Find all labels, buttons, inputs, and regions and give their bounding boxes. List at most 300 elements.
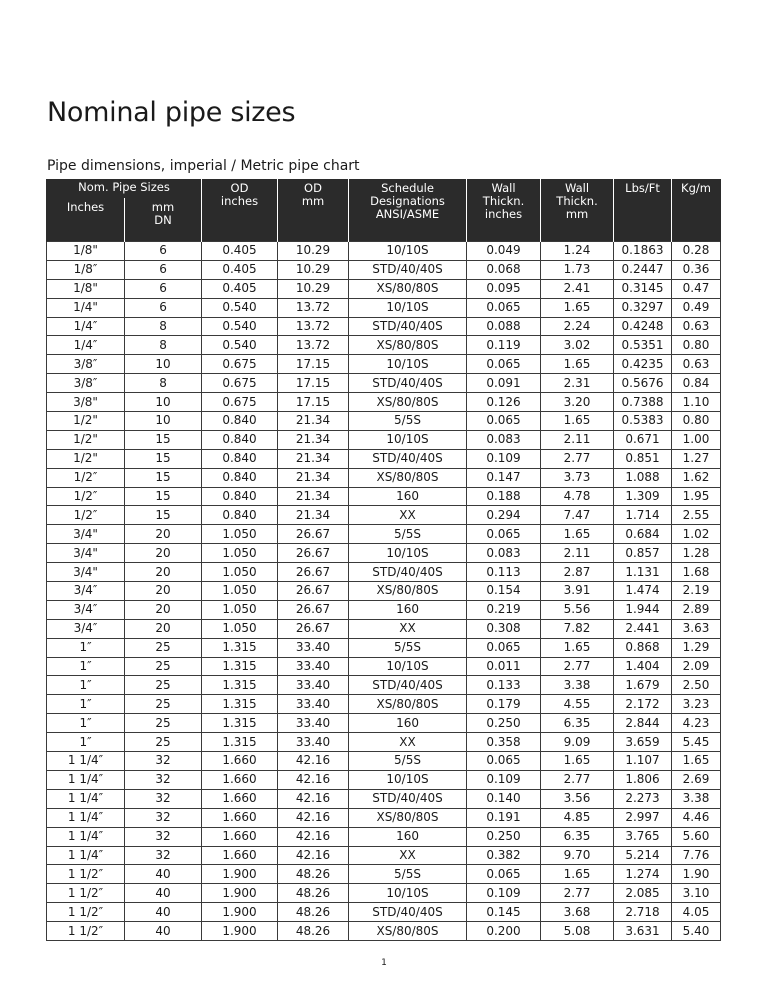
cell-dn-mm: 10 [125,412,202,431]
cell-od-mm: 21.34 [278,487,349,506]
cell-wall-inches: 0.011 [467,657,541,676]
table-row [47,600,721,619]
header-lbs-ft: Lbs/Ft [614,179,672,242]
cell-dn-mm: 32 [125,752,202,771]
cell-od-inches: 0.540 [202,336,278,355]
cell-schedule: STD/40/40S [349,260,467,279]
table-row [47,582,721,601]
cell-nps-inches: 1/2" [47,449,125,468]
cell-dn-mm: 8 [125,336,202,355]
table-row [47,279,721,298]
cell-kg-m: 1.00 [672,430,721,449]
table-row [47,619,721,638]
cell-wall-inches: 0.250 [467,827,541,846]
cell-wall-inches: 0.109 [467,884,541,903]
cell-od-mm: 42.16 [278,752,349,771]
cell-nps-inches: 1″ [47,733,125,752]
cell-schedule: STD/40/40S [349,903,467,922]
cell-dn-mm: 25 [125,676,202,695]
cell-od-inches: 0.405 [202,260,278,279]
cell-wall-mm: 4.85 [541,808,614,827]
cell-od-inches: 1.050 [202,600,278,619]
header-schedule: Schedule Designations ANSI/ASME [349,179,467,242]
cell-dn-mm: 6 [125,279,202,298]
cell-od-inches: 1.660 [202,808,278,827]
cell-od-inches: 1.660 [202,827,278,846]
cell-dn-mm: 15 [125,506,202,525]
cell-schedule: STD/40/40S [349,449,467,468]
cell-dn-mm: 15 [125,487,202,506]
cell-nps-inches: 1 1/2″ [47,865,125,884]
cell-wall-inches: 0.065 [467,865,541,884]
cell-kg-m: 1.02 [672,525,721,544]
cell-dn-mm: 6 [125,298,202,317]
cell-nps-inches: 1 1/4″ [47,770,125,789]
cell-wall-inches: 0.049 [467,242,541,261]
cell-nps-inches: 1/2″ [47,468,125,487]
cell-dn-mm: 20 [125,619,202,638]
cell-od-inches: 0.840 [202,430,278,449]
cell-schedule: XX [349,846,467,865]
cell-od-inches: 1.315 [202,638,278,657]
cell-od-mm: 33.40 [278,638,349,657]
table-row [47,412,721,431]
table-row [47,808,721,827]
cell-wall-inches: 0.191 [467,808,541,827]
cell-lbs-ft: 1.806 [614,770,672,789]
cell-kg-m: 0.49 [672,298,721,317]
cell-dn-mm: 32 [125,789,202,808]
cell-schedule: 5/5S [349,865,467,884]
cell-od-mm: 17.15 [278,393,349,412]
cell-nps-inches: 3/4″ [47,619,125,638]
cell-od-mm: 10.29 [278,260,349,279]
cell-wall-inches: 0.133 [467,676,541,695]
cell-schedule: XS/80/80S [349,393,467,412]
cell-wall-mm: 1.65 [541,298,614,317]
cell-kg-m: 2.89 [672,600,721,619]
cell-wall-inches: 0.358 [467,733,541,752]
cell-wall-mm: 1.65 [541,412,614,431]
table-row [47,544,721,563]
cell-dn-mm: 20 [125,525,202,544]
cell-wall-mm: 4.78 [541,487,614,506]
cell-schedule: XS/80/80S [349,582,467,601]
cell-wall-inches: 0.126 [467,393,541,412]
cell-wall-mm: 2.31 [541,374,614,393]
cell-od-mm: 10.29 [278,242,349,261]
cell-schedule: 5/5S [349,638,467,657]
cell-dn-mm: 6 [125,242,202,261]
cell-nps-inches: 1/2″ [47,506,125,525]
cell-od-inches: 1.660 [202,789,278,808]
cell-nps-inches: 3/4″ [47,582,125,601]
cell-od-mm: 26.67 [278,544,349,563]
cell-od-mm: 48.26 [278,884,349,903]
cell-wall-inches: 0.140 [467,789,541,808]
cell-wall-mm: 9.09 [541,733,614,752]
cell-schedule: 10/10S [349,657,467,676]
cell-lbs-ft: 0.3297 [614,298,672,317]
cell-wall-inches: 0.065 [467,298,541,317]
cell-schedule: 5/5S [349,412,467,431]
cell-wall-mm: 1.24 [541,242,614,261]
cell-dn-mm: 6 [125,260,202,279]
cell-wall-mm: 5.08 [541,922,614,941]
table-row [47,752,721,771]
cell-schedule: XS/80/80S [349,279,467,298]
cell-lbs-ft: 1.404 [614,657,672,676]
cell-schedule: XS/80/80S [349,695,467,714]
cell-dn-mm: 20 [125,544,202,563]
table-row [47,393,721,412]
cell-wall-inches: 0.250 [467,714,541,733]
cell-od-inches: 0.405 [202,279,278,298]
cell-schedule: 10/10S [349,884,467,903]
header-kg-m: Kg/m [672,179,721,242]
cell-schedule: 160 [349,487,467,506]
cell-od-mm: 26.67 [278,619,349,638]
cell-wall-mm: 2.77 [541,770,614,789]
header-nom-pipe-sizes: Nom. Pipe Sizes [47,179,202,198]
cell-dn-mm: 10 [125,355,202,374]
cell-od-inches: 0.675 [202,374,278,393]
cell-schedule: XX [349,506,467,525]
cell-od-inches: 1.660 [202,770,278,789]
cell-nps-inches: 1/8″ [47,260,125,279]
table-row [47,374,721,393]
cell-nps-inches: 3/8" [47,393,125,412]
cell-lbs-ft: 0.7388 [614,393,672,412]
cell-nps-inches: 3/4" [47,563,125,582]
cell-wall-mm: 9.70 [541,846,614,865]
cell-dn-mm: 40 [125,922,202,941]
cell-schedule: XS/80/80S [349,808,467,827]
cell-nps-inches: 1/4″ [47,336,125,355]
cell-dn-mm: 25 [125,695,202,714]
cell-wall-mm: 2.11 [541,544,614,563]
cell-wall-inches: 0.083 [467,430,541,449]
cell-dn-mm: 32 [125,770,202,789]
cell-od-mm: 48.26 [278,922,349,941]
cell-dn-mm: 20 [125,582,202,601]
cell-kg-m: 2.55 [672,506,721,525]
cell-kg-m: 3.38 [672,789,721,808]
cell-nps-inches: 1/2" [47,412,125,431]
cell-wall-mm: 3.91 [541,582,614,601]
cell-wall-mm: 1.65 [541,865,614,884]
cell-lbs-ft: 0.851 [614,449,672,468]
cell-od-inches: 1.050 [202,619,278,638]
cell-lbs-ft: 0.4235 [614,355,672,374]
table-header [47,179,721,242]
table-row [47,355,721,374]
cell-od-inches: 1.050 [202,525,278,544]
cell-nps-inches: 1″ [47,676,125,695]
cell-schedule: 5/5S [349,525,467,544]
cell-od-inches: 1.900 [202,884,278,903]
cell-kg-m: 2.50 [672,676,721,695]
table-row [47,430,721,449]
cell-kg-m: 3.10 [672,884,721,903]
cell-wall-inches: 0.065 [467,412,541,431]
page-title: Nominal pipe sizes [47,97,296,128]
cell-schedule: STD/40/40S [349,317,467,336]
table-row [47,846,721,865]
cell-od-inches: 1.660 [202,846,278,865]
cell-dn-mm: 40 [125,903,202,922]
cell-schedule: XS/80/80S [349,922,467,941]
cell-schedule: 10/10S [349,242,467,261]
cell-kg-m: 1.68 [672,563,721,582]
cell-dn-mm: 40 [125,865,202,884]
cell-wall-mm: 1.65 [541,752,614,771]
table-row [47,827,721,846]
cell-od-mm: 21.34 [278,506,349,525]
cell-lbs-ft: 0.671 [614,430,672,449]
cell-lbs-ft: 3.659 [614,733,672,752]
cell-schedule: XS/80/80S [349,468,467,487]
cell-nps-inches: 1″ [47,657,125,676]
cell-od-inches: 1.315 [202,695,278,714]
table-row [47,884,721,903]
header-od-mm: OD mm [278,179,349,242]
cell-od-inches: 1.900 [202,865,278,884]
cell-od-mm: 42.16 [278,846,349,865]
cell-dn-mm: 32 [125,846,202,865]
cell-wall-inches: 0.065 [467,355,541,374]
table-row [47,922,721,941]
cell-kg-m: 3.23 [672,695,721,714]
cell-kg-m: 0.63 [672,355,721,374]
cell-od-mm: 13.72 [278,298,349,317]
cell-wall-inches: 0.179 [467,695,541,714]
table-row [47,770,721,789]
cell-od-mm: 26.67 [278,525,349,544]
cell-wall-inches: 0.065 [467,525,541,544]
table-caption: Pipe dimensions, imperial / Metric pipe chart [47,158,360,174]
cell-nps-inches: 3/8″ [47,355,125,374]
cell-od-inches: 0.840 [202,449,278,468]
cell-od-inches: 1.315 [202,714,278,733]
cell-lbs-ft: 0.5676 [614,374,672,393]
cell-kg-m: 1.29 [672,638,721,657]
cell-dn-mm: 15 [125,468,202,487]
cell-od-inches: 1.050 [202,582,278,601]
cell-kg-m: 2.19 [672,582,721,601]
cell-wall-mm: 2.41 [541,279,614,298]
cell-wall-inches: 0.068 [467,260,541,279]
cell-wall-mm: 3.56 [541,789,614,808]
cell-schedule: 10/10S [349,544,467,563]
cell-lbs-ft: 0.5351 [614,336,672,355]
cell-nps-inches: 3/4″ [47,600,125,619]
cell-lbs-ft: 1.474 [614,582,672,601]
cell-schedule: XX [349,733,467,752]
cell-kg-m: 0.47 [672,279,721,298]
cell-od-inches: 0.840 [202,468,278,487]
cell-lbs-ft: 1.131 [614,563,672,582]
cell-lbs-ft: 1.944 [614,600,672,619]
cell-schedule: XX [349,619,467,638]
cell-kg-m: 0.28 [672,242,721,261]
table-row [47,317,721,336]
cell-nps-inches: 1 1/2″ [47,922,125,941]
cell-wall-mm: 1.65 [541,525,614,544]
cell-schedule: 5/5S [349,752,467,771]
cell-lbs-ft: 2.085 [614,884,672,903]
cell-od-mm: 42.16 [278,770,349,789]
cell-od-inches: 1.900 [202,903,278,922]
cell-lbs-ft: 0.4248 [614,317,672,336]
cell-od-mm: 21.34 [278,430,349,449]
cell-od-inches: 0.840 [202,412,278,431]
cell-wall-inches: 0.083 [467,544,541,563]
table-row [47,525,721,544]
cell-lbs-ft: 0.2447 [614,260,672,279]
cell-wall-inches: 0.147 [467,468,541,487]
cell-lbs-ft: 3.631 [614,922,672,941]
cell-od-inches: 0.540 [202,298,278,317]
cell-kg-m: 0.80 [672,336,721,355]
cell-dn-mm: 25 [125,657,202,676]
cell-od-mm: 42.16 [278,789,349,808]
cell-wall-inches: 0.219 [467,600,541,619]
cell-dn-mm: 8 [125,374,202,393]
cell-schedule: 10/10S [349,298,467,317]
cell-od-mm: 42.16 [278,827,349,846]
cell-kg-m: 2.09 [672,657,721,676]
cell-wall-inches: 0.065 [467,638,541,657]
cell-lbs-ft: 2.273 [614,789,672,808]
cell-lbs-ft: 2.441 [614,619,672,638]
cell-nps-inches: 1 1/2″ [47,884,125,903]
cell-schedule: STD/40/40S [349,563,467,582]
cell-od-mm: 33.40 [278,676,349,695]
cell-wall-inches: 0.088 [467,317,541,336]
cell-lbs-ft: 1.274 [614,865,672,884]
cell-wall-inches: 0.119 [467,336,541,355]
cell-nps-inches: 1″ [47,638,125,657]
table-row [47,298,721,317]
cell-kg-m: 4.23 [672,714,721,733]
cell-wall-mm: 3.73 [541,468,614,487]
cell-od-mm: 10.29 [278,279,349,298]
cell-od-inches: 1.050 [202,544,278,563]
cell-od-mm: 13.72 [278,317,349,336]
cell-kg-m: 1.27 [672,449,721,468]
cell-lbs-ft: 3.765 [614,827,672,846]
cell-wall-mm: 3.20 [541,393,614,412]
cell-lbs-ft: 1.309 [614,487,672,506]
cell-od-inches: 0.675 [202,393,278,412]
cell-dn-mm: 8 [125,317,202,336]
table-body [47,242,721,941]
cell-wall-inches: 0.145 [467,903,541,922]
cell-dn-mm: 32 [125,808,202,827]
cell-kg-m: 4.05 [672,903,721,922]
cell-kg-m: 1.10 [672,393,721,412]
cell-lbs-ft: 1.088 [614,468,672,487]
cell-nps-inches: 1/4″ [47,317,125,336]
cell-kg-m: 0.63 [672,317,721,336]
cell-wall-mm: 1.73 [541,260,614,279]
cell-wall-inches: 0.109 [467,449,541,468]
cell-od-inches: 0.840 [202,487,278,506]
cell-dn-mm: 25 [125,733,202,752]
cell-kg-m: 3.63 [672,619,721,638]
table-row [47,242,721,261]
cell-wall-mm: 5.56 [541,600,614,619]
cell-wall-inches: 0.308 [467,619,541,638]
cell-wall-inches: 0.382 [467,846,541,865]
cell-od-inches: 0.540 [202,317,278,336]
cell-nps-inches: 1″ [47,695,125,714]
cell-wall-inches: 0.095 [467,279,541,298]
cell-wall-mm: 3.68 [541,903,614,922]
cell-lbs-ft: 2.172 [614,695,672,714]
cell-wall-mm: 2.24 [541,317,614,336]
cell-dn-mm: 20 [125,600,202,619]
cell-kg-m: 1.62 [672,468,721,487]
table-row [47,903,721,922]
cell-kg-m: 0.36 [672,260,721,279]
table-row [47,657,721,676]
cell-wall-mm: 2.77 [541,449,614,468]
cell-wall-mm: 3.38 [541,676,614,695]
cell-wall-inches: 0.091 [467,374,541,393]
cell-wall-inches: 0.113 [467,563,541,582]
cell-nps-inches: 1 1/4″ [47,846,125,865]
cell-dn-mm: 40 [125,884,202,903]
header-inches: Inches [47,198,125,242]
cell-wall-mm: 7.82 [541,619,614,638]
table-row [47,449,721,468]
cell-nps-inches: 3/4" [47,544,125,563]
cell-kg-m: 1.95 [672,487,721,506]
cell-wall-mm: 6.35 [541,827,614,846]
cell-kg-m: 0.80 [672,412,721,431]
cell-kg-m: 5.40 [672,922,721,941]
cell-wall-mm: 6.35 [541,714,614,733]
cell-lbs-ft: 0.857 [614,544,672,563]
cell-wall-mm: 2.77 [541,657,614,676]
cell-od-inches: 1.315 [202,733,278,752]
cell-schedule: 160 [349,600,467,619]
cell-lbs-ft: 1.714 [614,506,672,525]
cell-lbs-ft: 0.3145 [614,279,672,298]
cell-nps-inches: 3/8″ [47,374,125,393]
cell-kg-m: 1.90 [672,865,721,884]
cell-kg-m: 2.69 [672,770,721,789]
cell-od-mm: 21.34 [278,468,349,487]
header-wall-inches: Wall Thickn. inches [467,179,541,242]
cell-od-mm: 48.26 [278,865,349,884]
table-row [47,638,721,657]
cell-nps-inches: 1 1/4″ [47,789,125,808]
cell-schedule: STD/40/40S [349,676,467,695]
cell-nps-inches: 1/2″ [47,487,125,506]
cell-lbs-ft: 1.107 [614,752,672,771]
cell-wall-inches: 0.109 [467,770,541,789]
cell-wall-mm: 1.65 [541,638,614,657]
cell-wall-inches: 0.065 [467,752,541,771]
cell-kg-m: 5.45 [672,733,721,752]
table-row [47,468,721,487]
table-row [47,260,721,279]
cell-schedule: 10/10S [349,355,467,374]
table-row [47,506,721,525]
